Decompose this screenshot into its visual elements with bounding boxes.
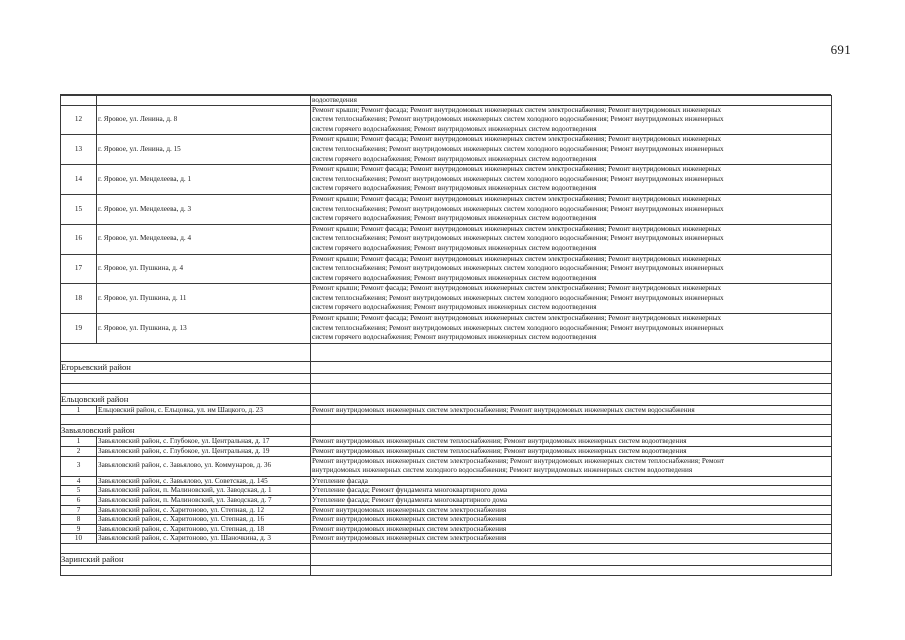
table-row: [61, 165, 832, 195]
works-line: систем горячего водоснабжения; Ремонт внутридомовых инженерных систем водоотведения: [312, 273, 597, 282]
row-number: 8: [61, 515, 97, 525]
table-cell: [311, 393, 832, 405]
works-cell: [311, 165, 832, 195]
district-title: Заринский район: [61, 553, 311, 565]
address-cell: г. Яровое, ул. Пушкина, д. 13: [97, 314, 311, 344]
works-line: Ремонт крыши; Ремонт фасада; Ремонт внутридомовых инженерных систем электроснабжения; Ремонт внутридомовых инженерных: [312, 165, 722, 174]
row-number: 4: [61, 476, 97, 486]
address-cell: г. Яровое, ул. Пушкина, д. 11: [97, 284, 311, 314]
table-cell: [61, 343, 311, 361]
table-row: [61, 505, 832, 515]
address-cell: Завьяловский район, с. Харитоново, ул. Степная, д. 12: [97, 505, 311, 515]
table-row: [61, 524, 832, 534]
table-row: [61, 284, 832, 314]
works-line: Ремонт внутридомовых инженерных систем электроснабжения: [312, 515, 507, 524]
works-line: систем горячего водоснабжения; Ремонт внутридомовых инженерных систем водоотведения: [312, 333, 597, 342]
table-body: [61, 96, 832, 576]
row-number: 7: [61, 505, 97, 515]
spacer-row: [61, 383, 832, 393]
table-cell: [61, 383, 311, 393]
works-line: Ремонт крыши; Ремонт фасада; Ремонт внутридомовых инженерных систем электроснабжения; Ремонт внутридомовых инженерных: [312, 224, 722, 233]
works-line: систем теплоснабжения; Ремонт внутридомовых инженерных систем холодного водоснабжения; Ремонт внутридомовых инженерных: [312, 144, 724, 153]
table-row: [61, 254, 832, 284]
works-line: Ремонт внутридомовых инженерных систем теплоснабжения; Ремонт внутридомовых инженерных систем водоотведения: [312, 447, 687, 456]
table-row: [61, 534, 832, 544]
works-line: систем теплоснабжения; Ремонт внутридомовых инженерных систем холодного водоснабжения; Ремонт внутридомовых инженерных: [312, 293, 724, 302]
works-line: Ремонт крыши; Ремонт фасада; Ремонт внутридомовых инженерных систем электроснабжения; Ремонт внутридомовых инженерных: [312, 194, 722, 203]
address-cell: г. Яровое, ул. Менделеева, д. 3: [97, 194, 311, 224]
table-row: [61, 447, 832, 457]
works-cell: водоотведения: [311, 96, 832, 106]
table-row: [61, 194, 832, 224]
address-cell: Завьяловский район, с. Харитоново, ул. Степная, д. 18: [97, 524, 311, 534]
address-cell: Завьяловский район, с. Харитоново, ул. Степная, д. 16: [97, 515, 311, 525]
works-line: Ремонт крыши; Ремонт фасада; Ремонт внутридомовых инженерных систем электроснабжения; Ремонт внутридомовых инженерных: [312, 135, 722, 144]
district-zarinsky: [61, 553, 832, 565]
works-line: Ремонт внутридомовых инженерных систем электроснабжения: [312, 524, 507, 533]
table-row: [61, 105, 832, 135]
works-cell: [311, 194, 832, 224]
row-number: 2: [61, 447, 97, 457]
works-line: систем теплоснабжения; Ремонт внутридомовых инженерных систем холодного водоснабжения; Ремонт внутридомовых инженерных: [312, 234, 724, 243]
works-cell: [311, 254, 832, 284]
row-number: 1: [61, 405, 97, 415]
row-number: 16: [61, 224, 97, 254]
row-number: 12: [61, 105, 97, 135]
table-row: [61, 405, 832, 415]
table-row: [61, 135, 832, 165]
works-line: систем горячего водоснабжения; Ремонт внутридомовых инженерных систем водоотведения: [312, 303, 597, 312]
table-row: [61, 476, 832, 486]
works-line: систем горячего водоснабжения; Ремонт внутридомовых инженерных систем водоотведения: [312, 124, 597, 133]
table-row: [61, 515, 832, 525]
spacer-row: [61, 543, 832, 553]
works-cell: [311, 405, 832, 415]
row-number: 15: [61, 194, 97, 224]
address-cell: Завьяловский район, с. Глубокое, ул. Центральная, д. 19: [97, 447, 311, 457]
row-number: 10: [61, 534, 97, 544]
district-eltsovsky: [61, 393, 832, 405]
address-cell: Завьяловский район, п. Малиновский, ул. Заводская, д. 7: [97, 496, 311, 506]
row-number: 1: [61, 437, 97, 447]
table-row: [61, 314, 832, 344]
table-cell: [311, 553, 832, 565]
row-number: 17: [61, 254, 97, 284]
table-row: [61, 486, 832, 496]
works-line: Ремонт внутридомовых инженерных систем электроснабжения; Ремонт внутридомовых инженерных систем теплоснабжения; Ремонт: [312, 456, 725, 465]
spacer-row: [61, 415, 832, 425]
district-egoryevsky: [61, 361, 832, 373]
district-title: Егорьевский район: [61, 361, 311, 373]
row-number: 6: [61, 496, 97, 506]
spacer-row: [61, 343, 832, 361]
works-cell: [311, 505, 832, 515]
works-line: систем теплоснабжения; Ремонт внутридомовых инженерных систем холодного водоснабжения; Ремонт внутридомовых инженерных: [312, 115, 724, 124]
works-line: Утепление фасада; Ремонт фундамента многоквартирного дома: [312, 496, 508, 504]
works-line: Утепление фасада; Ремонт фундамента многоквартирного дома: [312, 486, 508, 495]
works-line: Ремонт крыши; Ремонт фасада; Ремонт внутридомовых инженерных систем электроснабжения; Ремонт внутридомовых инженерных: [312, 254, 722, 263]
works-cell: [311, 135, 832, 165]
table-cell: [311, 543, 832, 553]
address-cell: г. Яровое, ул. Менделеева, д. 1: [97, 165, 311, 195]
table-cell: [61, 373, 311, 383]
works-line: систем горячего водоснабжения; Ремонт внутридомовых инженерных систем водоотведения: [312, 243, 597, 252]
table-cell: [311, 565, 832, 575]
district-zavyalovsky: [61, 425, 832, 437]
works-line: Утепление фасада: [312, 476, 368, 485]
row-number: 3: [61, 456, 97, 476]
works-cell: [311, 515, 832, 525]
works-cell: [311, 224, 832, 254]
spacer-row: [61, 373, 832, 383]
works-cell: [311, 456, 832, 476]
works-line: систем горячего водоснабжения; Ремонт внутридомовых инженерных систем водоотведения: [312, 214, 597, 223]
address-cell: г. Яровое, ул. Пушкина, д. 4: [97, 254, 311, 284]
row-number: 19: [61, 314, 97, 344]
table-row: [61, 456, 832, 476]
continuation-row: [61, 96, 832, 106]
works-cell: [311, 476, 832, 486]
table-row: [61, 437, 832, 447]
works-line: систем теплоснабжения; Ремонт внутридомовых инженерных систем холодного водоснабжения; Ремонт внутридомовых инженерных: [312, 204, 724, 213]
address-cell: г. Яровое, ул. Ленина, д. 8: [97, 105, 311, 135]
works-line: Ремонт крыши; Ремонт фасада; Ремонт внутридомовых инженерных систем электроснабжения; Ремонт внутридомовых инженерных: [312, 284, 722, 293]
row-number: 5: [61, 486, 97, 496]
address-cell: Завьяловский район, с. Завьялово, ул. Советская, д. 145: [97, 476, 311, 486]
table-cell: [311, 343, 832, 361]
address-cell: Завьяловский район, с. Харитоново, ул. Шаночкина, д. 3: [97, 534, 311, 544]
row-number: 9: [61, 524, 97, 534]
table-cell: [61, 415, 311, 425]
row-number: 14: [61, 165, 97, 195]
table-cell: [61, 543, 311, 553]
works-cell: [311, 447, 832, 457]
table-cell: [311, 425, 832, 437]
address-cell: Завьяловский район, с. Завьялово, ул. Коммунаров, д. 36: [97, 456, 311, 476]
repair-works-table: [60, 94, 831, 576]
table-cell: [311, 361, 832, 373]
table-row: [61, 496, 832, 506]
table-cell: [61, 565, 311, 575]
address-cell: г. Яровое, ул. Менделеева, д. 4: [97, 224, 311, 254]
works-cell: [311, 105, 832, 135]
address-cell: Завьяловский район, п. Малиновский, ул. Заводская, д. 1: [97, 486, 311, 496]
works-line: Ремонт внутридомовых инженерных систем теплоснабжения; Ремонт внутридомовых инженерных систем водоотведения: [312, 437, 687, 446]
works-cell: [311, 284, 832, 314]
table-cell: [97, 96, 311, 106]
spacer-row: [61, 565, 832, 575]
row-number: 18: [61, 284, 97, 314]
district-title: Завьяловский район: [61, 425, 311, 437]
table-cell: [311, 373, 832, 383]
works-line: Ремонт внутридомовых инженерных систем электроснабжения: [312, 534, 507, 543]
works-line: Ремонт внутридомовых инженерных систем электроснабжения: [312, 505, 507, 514]
works-line: систем теплоснабжения; Ремонт внутридомовых инженерных систем холодного водоснабжения; Ремонт внутридомовых инженерных: [312, 264, 724, 273]
works-line: Ремонт крыши; Ремонт фасада; Ремонт внутридомовых инженерных систем электроснабжения; Ремонт внутридомовых инженерных: [312, 314, 722, 323]
works-line: систем теплоснабжения; Ремонт внутридомовых инженерных систем холодного водоснабжения; Ремонт внутридомовых инженерных: [312, 323, 724, 332]
table-row: [61, 224, 832, 254]
works-cell: [311, 496, 832, 506]
district-title: Ельцовский район: [61, 393, 311, 405]
table-cell: [311, 415, 832, 425]
address-cell: г. Яровое, ул. Ленина, д. 15: [97, 135, 311, 165]
works-cell: [311, 314, 832, 344]
works-cell: [311, 486, 832, 496]
works-line: Ремонт внутридомовых инженерных систем электроснабжения; Ремонт внутридомовых инженерных систем водоснабжения: [312, 405, 695, 414]
table-cell: [311, 383, 832, 393]
works-line: систем теплоснабжения; Ремонт внутридомовых инженерных систем холодного водоснабжения; Ремонт внутридомовых инженерных: [312, 174, 724, 183]
works-line: внутридомовых инженерных систем холодного водоснабжения; Ремонт внутридомовых инженерных систем водоотведения: [312, 466, 693, 475]
page-number: 691: [830, 42, 851, 57]
address-cell: Завьяловский район, с. Глубокое, ул. Центральная, д. 17: [97, 437, 311, 447]
works-cell: [311, 534, 832, 544]
address-cell: Ельцовский район, с. Ельцовка, ул. им Шацкого, д. 23: [97, 405, 311, 415]
works-line: Ремонт крыши; Ремонт фасада; Ремонт внутридомовых инженерных систем электроснабжения; Ремонт внутридомовых инженерных: [312, 105, 722, 114]
works-cell: [311, 437, 832, 447]
works-line: систем горячего водоснабжения; Ремонт внутридомовых инженерных систем водоотведения: [312, 154, 597, 163]
works-cell: [311, 524, 832, 534]
works-line: систем горячего водоснабжения; Ремонт внутридомовых инженерных систем водоотведения: [312, 184, 597, 193]
table-cell: [61, 96, 97, 106]
row-number: 13: [61, 135, 97, 165]
